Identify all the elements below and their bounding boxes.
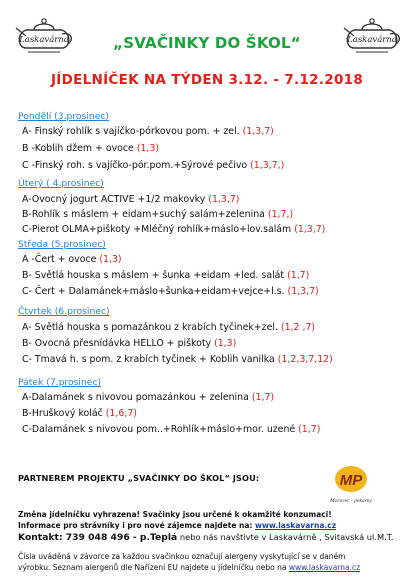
menu-item: B -Koblih džem + ovoce (1,3) xyxy=(22,143,160,154)
menu-item: A- Světlá houska s pomazánkou z krabích tyčinek+zel. (1,2 ,7) xyxy=(22,322,316,333)
day-heading-thursday: Čtvrtek (6.prosinec) xyxy=(18,306,110,317)
allergen-note-2: výrobku. Seznam alergenů dle Nařízení EU najdete u jídelníčku nebo na www.laskavarna.cz xyxy=(18,563,361,572)
allergens: (1,7) xyxy=(251,392,275,403)
allergen-note: Čísla uváděná v závorce za každou svačinkou označují alergeny vyskytující se v daném xyxy=(18,552,346,561)
mp-logo-subtext: Moravec - pekárny xyxy=(330,498,372,504)
contact-line: Kontakt: 739 048 496 - p.Teplá nebo nás navštivte v Laskavárně , Svitavská ul.M.T. xyxy=(18,532,394,543)
menu-item: C -Finský roh. s vajíčko-pór.pom.+Sýrové pečivo (1,3,7,) xyxy=(22,160,285,171)
day-heading-friday: Pátek (7.prosinec) xyxy=(18,377,102,388)
menu-item: B- Světlá houska s máslem + šunka +eidam +led. salát (1,7) xyxy=(22,270,310,281)
menu-item: C- Čert + Dalamánek+máslo+šunka+eidam+vejce+l.s. (1,3,7) xyxy=(22,286,319,297)
allergen-website-link[interactable]: www.laskavarna.cz xyxy=(288,563,361,572)
day-heading-monday: Pondělí (3.prosinec) xyxy=(18,111,109,122)
menu-item: A-Ovocný jogurt ACTIVE +1/2 makovky (1,3,7) xyxy=(22,194,240,205)
allergens: (1,2 ,7) xyxy=(280,322,316,333)
allergens: (1,6,7) xyxy=(105,408,137,419)
menu-item: A -Čert + ovoce (1,3) xyxy=(22,254,122,265)
allergens: (1,3,7,) xyxy=(250,160,285,171)
website-link[interactable]: www.laskavarna.cz xyxy=(255,521,337,530)
menu-item: A- Finský rohlík s vajíčko-pórkovou pom. + zel. (1,3,7) xyxy=(22,126,274,137)
info-line: Informace pro strávníky i pro nové zájemce najdete na: www.laskavarna.cz xyxy=(18,521,337,530)
menu-item: C-Dalamánek s nivovou pom..+Rohlík+máslo+mor. uzené (1,7) xyxy=(22,424,321,435)
menu-week-heading: JÍDELNÍČEK NA TÝDEN 3.12. - 7.12.2018 xyxy=(50,72,364,88)
logo-text-right: Laskavárna xyxy=(347,35,397,45)
allergens: (1,3) xyxy=(99,254,122,265)
allergens: (1,3,7) xyxy=(294,224,326,235)
moravec-pekarny-logo xyxy=(322,463,380,507)
partner-heading: PARTNEREM PROJEKTU „SVAČINKY DO ŠKOL“ JSOU: xyxy=(18,473,260,483)
allergens: (1,7,) xyxy=(267,209,294,220)
logo-text-left: Laskavárna xyxy=(19,35,69,45)
mp-logo-letters: MP xyxy=(339,472,363,489)
allergens: (1,7) xyxy=(287,270,310,281)
allergens: (1,3) xyxy=(136,143,160,154)
allergens: (1,3,7) xyxy=(242,126,274,137)
change-notice: Změna jídelníčku vyhrazena! Svačinky jsou určené k okamžité konzumaci! xyxy=(18,510,332,519)
allergens: (1,3,7) xyxy=(208,194,240,205)
menu-item: B-Hruškový koláč (1,6,7) xyxy=(22,408,137,419)
allergens: (1,3) xyxy=(214,338,237,349)
allergens: (1,3,7) xyxy=(287,286,319,297)
menu-item: B-Rohlík s máslem + eidam+suchý salám+zelenina (1,7,) xyxy=(22,209,294,220)
allergens: (1,7) xyxy=(298,424,321,435)
day-heading-tuesday: Úterý ( 4.prosinec) xyxy=(18,178,104,189)
menu-item: C-Pierot OLMA+piškoty +Mléčný rohlík+máslo+lov.salám (1,3,7) xyxy=(22,224,326,235)
menu-item: C- Tmavá h. s pom. z krabích tyčinek + Koblih vanilka (1,2,3,7,12) xyxy=(22,354,333,365)
menu-item: A-Dalamánek s nivovou pomazánkou + zelenina (1,7) xyxy=(22,392,275,403)
day-heading-wednesday: Středa (5.prosinec) xyxy=(18,239,106,250)
allergens: (1,2,3,7,12) xyxy=(277,354,333,365)
page-title: „SVAČINKY DO ŠKOL“ xyxy=(113,34,301,52)
menu-item: B- Ovocná přesnídávka HELLO + piškoty (1,3) xyxy=(22,338,237,349)
